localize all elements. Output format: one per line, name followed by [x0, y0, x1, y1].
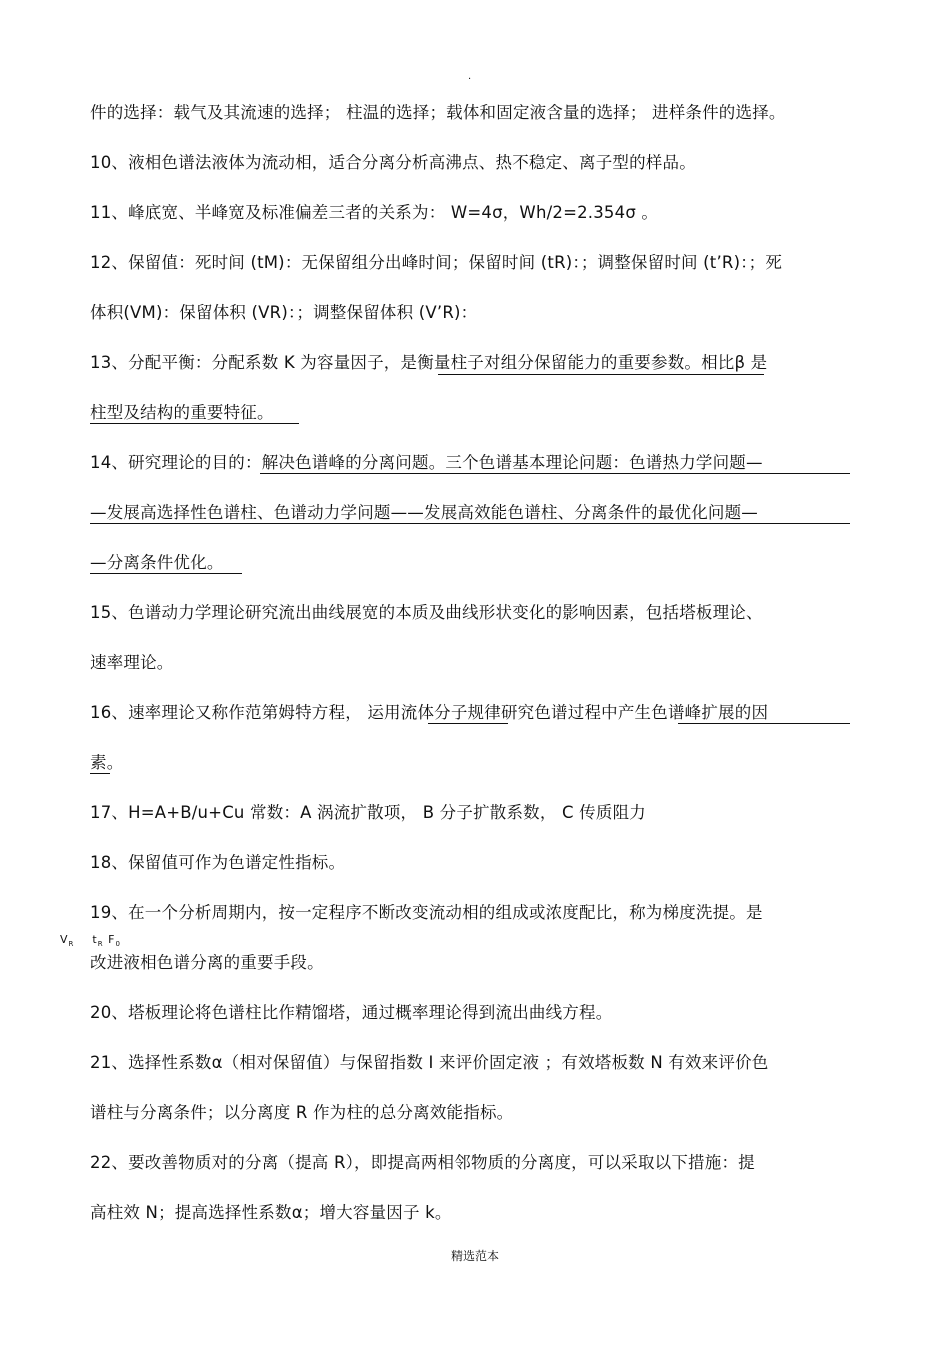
symbol-t-sub: R	[97, 940, 104, 949]
text-line: 20、塔板理论将色谱柱比作精馏塔，通过概率理论得到流出曲线方程。	[90, 1003, 613, 1022]
symbol-v: V	[60, 933, 69, 946]
text-line: 13、分配平衡：分配系数 K 为容量因子，是衡量柱子对组分保留能力的重要参数。相比β 是	[90, 353, 768, 372]
text-line: 17、H=A+B/u+Cu 常数：A 涡流扩散项， B 分子扩散系数， C 传质阻力	[90, 803, 646, 822]
text-line: 19、在一个分析周期内，按一定程序不断改变流动相的组成或浓度配比，称为梯度洗提。是	[90, 903, 763, 922]
text-line: 素。	[90, 753, 124, 772]
text-line: 谱柱与分离条件；以分离度 R 作为柱的总分离效能指标。	[90, 1103, 514, 1122]
text-line: 15、色谱动力学理论研究流出曲线展宽的本质及曲线形状变化的影响因素，包括塔板理论、	[90, 603, 763, 622]
margin-symbols	[60, 933, 121, 951]
text-line: —发展高选择性色谱柱、色谱动力学问题——发展高效能色谱柱、分离条件的最优化问题—	[90, 503, 758, 522]
symbol-f-sub: 0	[115, 940, 121, 949]
text-line: 速率理论。	[90, 653, 174, 672]
symbol-t: t	[92, 933, 98, 946]
text-line: 21、选择性系数α（相对保留值）与保留指数 I 来评价固定液 ；有效塔板数 N 有效来评价色	[90, 1053, 769, 1072]
text-line: 12、保留值：死时间 (tM)：无保留组分出峰时间；保留时间 (tR)：；调整保留时间 (t’R)：；死	[90, 253, 783, 272]
underline	[428, 723, 508, 724]
underline	[90, 773, 110, 774]
underline	[260, 473, 850, 474]
text-line: 改进液相色谱分离的重要手段。	[90, 953, 324, 972]
underline	[438, 374, 764, 375]
underline	[90, 423, 299, 424]
page-footer: 精选范本	[450, 1249, 499, 1263]
text-line: 高柱效 N；提高选择性系数α；增大容量因子 k。	[90, 1203, 452, 1222]
symbol-f: F	[108, 933, 116, 946]
text-line: 16、速率理论又称作范第姆特方程， 运用流体分子规律研究色谱过程中产生色谱峰扩展的因	[90, 703, 769, 722]
underline	[678, 723, 850, 724]
text-line: 11、峰底宽、半峰宽及标准偏差三者的关系为： W=4σ，Wh/2=2.354σ 。	[90, 203, 659, 222]
text-line: 22、要改善物质对的分离（提高 R），即提高两相邻物质的分离度，可以采取以下措施：提	[90, 1153, 755, 1172]
text-line: 柱型及结构的重要特征。	[90, 403, 274, 422]
text-line: 14、研究理论的目的：解决色谱峰的分离问题。三个色谱基本理论问题：色谱热力学问题—	[90, 453, 763, 472]
text-line: 体积(VM)：保留体积 (VR)：；调整保留体积 (V’R)：	[90, 303, 478, 322]
symbol-v-sub: R	[68, 940, 75, 949]
text-line: 件的选择：载气及其流速的选择； 柱温的选择；载体和固定液含量的选择； 进样条件的选择。	[90, 103, 786, 122]
header-mark: .	[468, 71, 472, 82]
underline	[90, 573, 242, 574]
text-line: —分离条件优化。	[90, 553, 224, 572]
text-line: 18、保留值可作为色谱定性指标。	[90, 853, 346, 872]
text-line: 10、液相色谱法液体为流动相，适合分离分析高沸点、热不稳定、离子型的样品。	[90, 153, 696, 172]
underline	[90, 523, 850, 524]
